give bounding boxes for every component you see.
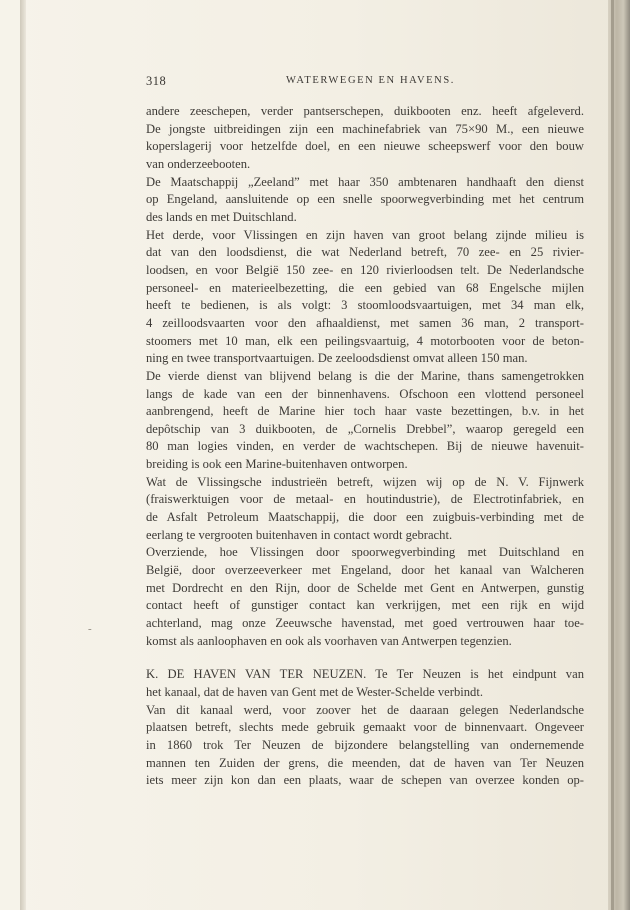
text-line: Wat de Vlissingsche industrieën betreft, wijzen wij op de N. V. Fijnwerk: [146, 474, 584, 489]
text-line: breiding is ook een Marine-buitenhaven ontworpen.: [146, 457, 408, 472]
paragraph: [146, 368, 584, 474]
text-line: K. DE HAVEN VAN TER NEUZEN. Te Ter Neuzen is het eindpunt van: [146, 667, 584, 682]
text-line: heeft te bedienen, is als volgt: 3 stoomloodsvaartuigen, met 34 man elk,: [146, 298, 584, 313]
paragraph: [146, 227, 584, 368]
text-line: des lands en met Duitschland.: [146, 209, 297, 224]
section-heading-paragraph: [146, 666, 584, 701]
binding-edge: [20, 0, 26, 910]
page-fore-edge: [608, 0, 630, 910]
text-line: dat van den loodsdienst, die wat Nederland betreft, 70 zee- en 25 rivier-: [146, 245, 584, 260]
text-line: Overziende, hoe Vlissingen door spoorwegverbinding met Duitschland en: [146, 545, 584, 560]
text-line: 4 zeilloodsvaarten voor den afhaaldienst, met samen 36 man, 2 transport-: [146, 315, 584, 330]
text-line: De vierde dienst van blijvend belang is die der Marine, thans samengetrokken: [146, 368, 584, 383]
text-line: stoomers met 10 man, elk een peilingsvaartuig, 4 motorbooten voor de beton-: [146, 333, 584, 348]
paragraph: [146, 544, 584, 650]
text-line: langs de kade van een der binnenhavens. Ofschoon een vlottend personeel: [146, 386, 584, 401]
text-line: van onderzeebooten.: [146, 156, 251, 171]
text-line: op Engeland, aansluitende op een snelle spoorwegverbinding met het centrum: [146, 192, 584, 207]
page-header: [146, 74, 586, 92]
text-line: ning en twee transportvaartuigen. De zeeloodsdienst omvat alleen 150 man.: [146, 351, 528, 366]
text-line: met Dordrecht en den Rijn, door de Schelde met Gent en Antwerpen, gunstig: [146, 580, 584, 595]
text-line: (fraiswerktuigen voor de metaal- en houtindustrie), de Electrotinfabriek, en: [146, 492, 584, 507]
text-line: koperslagerij voor hetzelfde doel, en een nieuwe scheepswerf voor den bouw: [146, 139, 584, 154]
paragraph: [146, 103, 584, 174]
text-line: plaatsen betreft, slechts mede gebruik gemaakt voor de binnenvaart. Ongeveer: [146, 720, 584, 735]
running-head: WATERWEGEN EN HAVENS.: [286, 75, 456, 86]
text-line: iets meer zijn kon dan een plaats, waar de schepen van overzee konden op-: [146, 773, 584, 788]
margin-mark: -: [88, 623, 92, 635]
text-line: depôtschip van 3 duikbooten, de „Cornelis Drebbel”, waarop geregeld een: [146, 421, 584, 436]
text-line: het kanaal, dat de haven van Gent met de Wester-Schelde verbindt.: [146, 685, 484, 699]
text-line: mannen ten Zuiden der grens, die meenden, dat de haven van Ter Neuzen: [146, 755, 584, 770]
section-gap: [146, 650, 584, 666]
text-line: Van dit kanaal werd, voor zoover het de daaraan gelegen Nederlandsche: [146, 702, 584, 717]
text-line: Het derde, voor Vlissingen en zijn haven van groot belang zijnde milieu is: [146, 227, 584, 242]
page-number: 318: [146, 74, 167, 88]
body-text: [146, 103, 584, 790]
text-line: personeel- en materieelbezetting, die een gebied van 68 Engelsche mijlen: [146, 280, 584, 295]
text-line: De Maatschappij „Zeeland” met haar 350 ambtenaren handhaaft den dienst: [146, 174, 584, 189]
text-line: eerlang te vergrooten buitenhaven in contact wordt gebracht.: [146, 527, 453, 542]
text-line: in 1860 trok Ter Neuzen de bijzondere belangstelling van ondernemende: [146, 737, 584, 752]
text-line: België, door overzeeverkeer met Engeland, door het kanaal van Walcheren: [146, 563, 584, 578]
text-line: contact heeft of gunstiger contact kan verkrijgen, met een rijk en wijd: [146, 598, 584, 613]
text-line: 80 man logies vinden, en verder de wachtschepen. Bij de nieuwe havenuit-: [146, 439, 584, 454]
text-line: achterland, mag onze Zeeuwsche havenstad, met goed vertrouwen haar toe-: [146, 616, 584, 631]
text-line: andere zeeschepen, verder pantserschepen, duikbooten enz. heeft afgeleverd.: [146, 104, 584, 118]
text-line: komst als aanloophaven en ook als voorhaven van Antwerpen tegenzien.: [146, 633, 512, 648]
text-line: loodsen, en voor België 150 zee- en 120 rivierloodsen telt. De Nederlandsche: [146, 262, 584, 277]
text-line: de Asfalt Petroleum Maatschappij, die door een zuigbuis-verbinding met de: [146, 510, 584, 525]
paragraph: [146, 174, 584, 227]
text-line: aanbrengend, heeft de Marine hier toch haar vaste bezettingen, b.v. in het: [146, 404, 584, 419]
text-line: De jongste uitbreidingen zijn een machinefabriek van 75×90 M., een nieuwe: [146, 121, 584, 136]
paragraph: [146, 702, 584, 790]
paragraph: [146, 474, 584, 545]
